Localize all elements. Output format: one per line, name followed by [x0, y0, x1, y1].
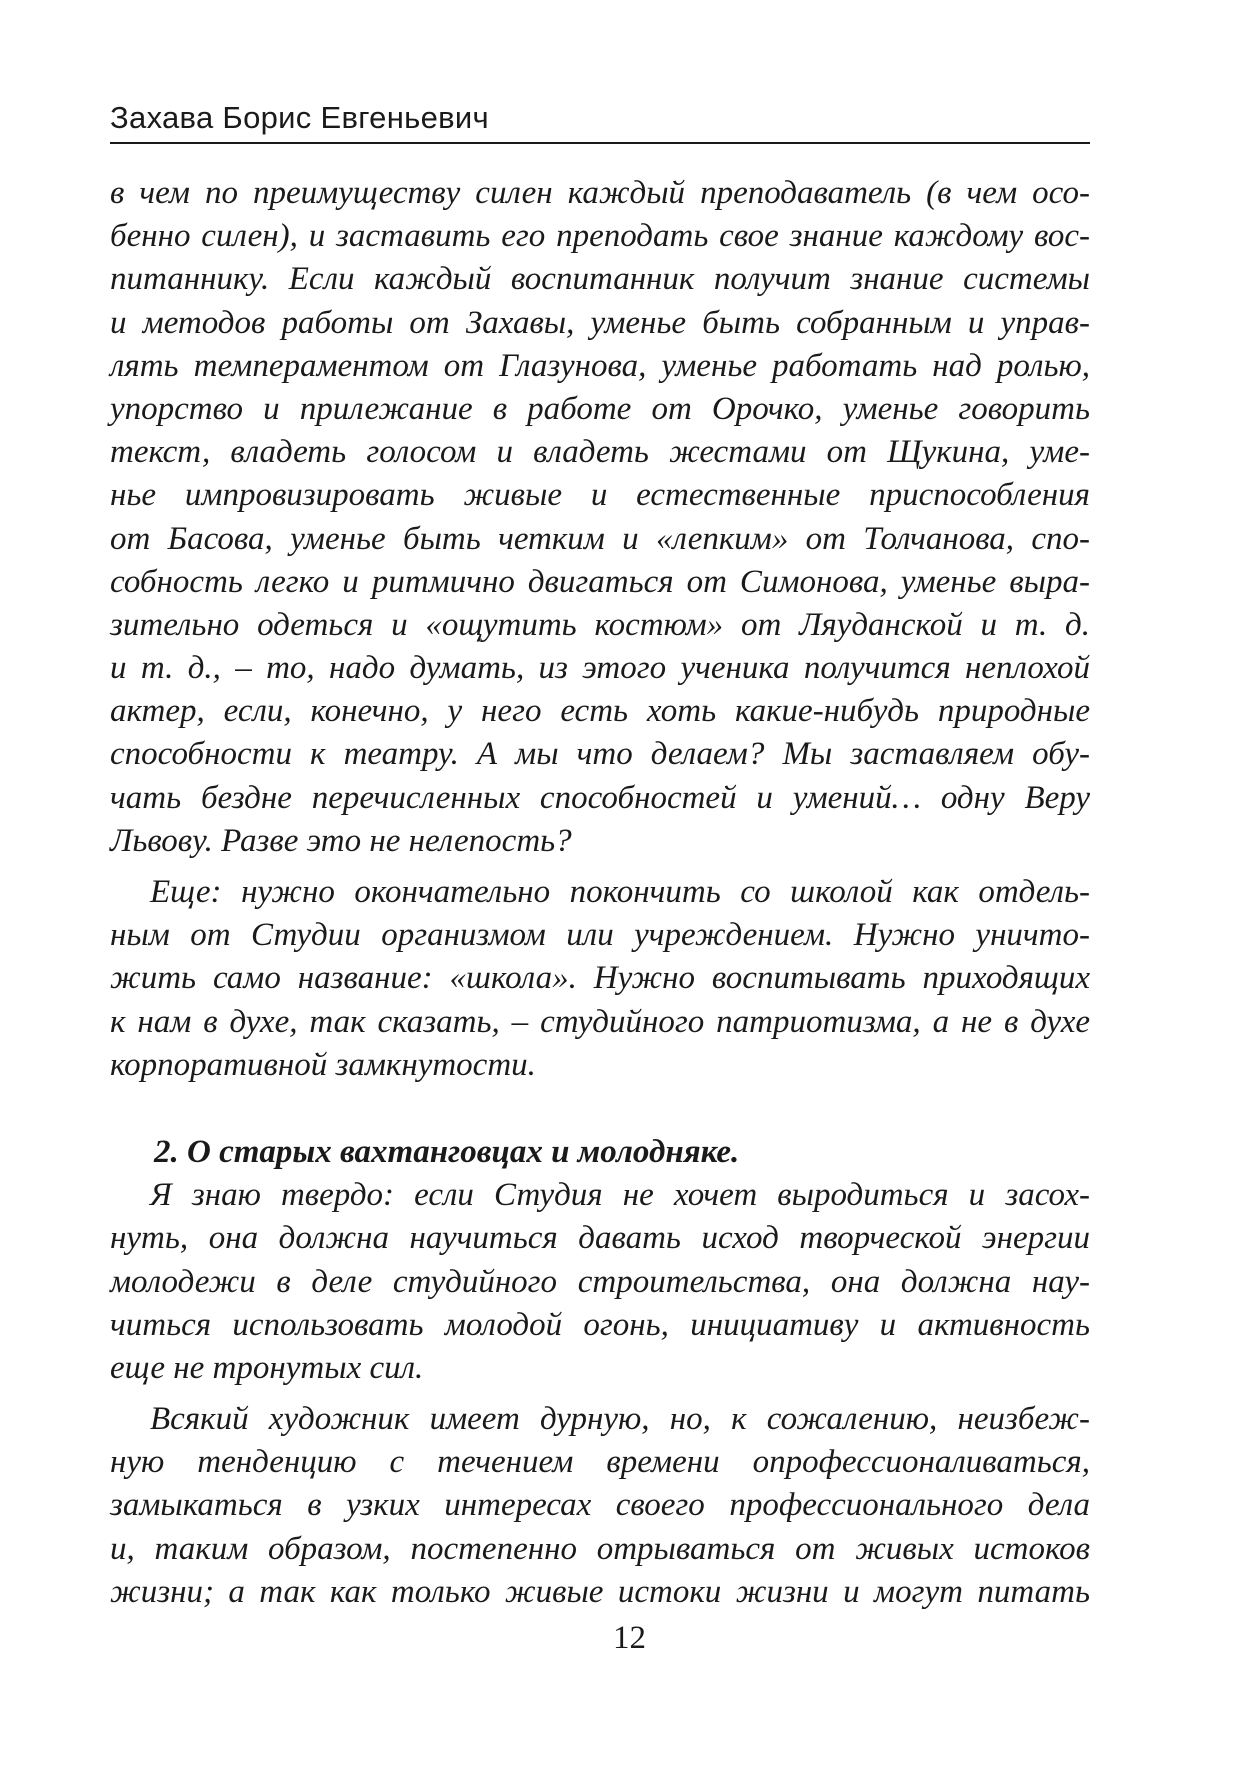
header-rule: [110, 142, 1090, 144]
text-line: текст, владеть голосом и владеть жестами от Щукина, уме-: [110, 434, 1090, 471]
text-line: жизни; а так как только живые истоки жизни и могут питать: [110, 1573, 1090, 1610]
text-line: еще не тронутых сил.: [110, 1349, 424, 1386]
text-line: питаннику. Если каждый воспитанник получит знание системы: [110, 261, 1090, 298]
section-heading: 2. О старых вахтанговцах и молодняке.: [154, 1133, 740, 1170]
text-line: замыкаться в узких интересах своего профессионального дела: [110, 1487, 1090, 1524]
text-line: и, таким образом, постепенно отрываться от живых истоков: [110, 1530, 1090, 1567]
paragraph: [110, 172, 1090, 863]
text-line: и т. д., – то, надо думать, из этого ученика получится неплохой: [110, 650, 1090, 687]
text-line: от Басова, уменье быть четким и «лепким» от Толчанова, спо-: [110, 520, 1090, 557]
text-line: ным от Студии организмом или учреждением. Нужно уничто-: [110, 917, 1090, 954]
text-line: ную тенденцию с течением времени опрофессионаливаться,: [110, 1444, 1090, 1481]
text-line: в чем по преимуществу силен каждый преподаватель (в чем осо-: [110, 175, 1090, 211]
running-head: Захава Борис Евгеньевич: [110, 100, 489, 135]
body-text: [110, 172, 1090, 1614]
text-line: бенно силен), и заставить его преподать свое знание каждому вос-: [110, 218, 1090, 255]
text-line: Я знаю твердо: если Студия не хочет выродиться и засох-: [150, 1177, 1090, 1214]
text-line: упорство и прилежание в работе от Орочко, уменье говорить: [110, 390, 1090, 427]
page-number: 12: [613, 1620, 646, 1656]
paragraph: [110, 1174, 1090, 1390]
text-line: Еще: нужно окончательно покончить со школой как отдель-: [150, 874, 1090, 910]
text-line: читься использовать молодой огонь, инициативу и активность: [110, 1306, 1090, 1343]
text-line: лять темпераментом от Глазунова, уменье работать над ролью,: [110, 347, 1090, 384]
text-line: корпоративной замкнутости.: [110, 1046, 536, 1083]
text-line: Львову. Разве это не нелепость?: [110, 822, 572, 859]
section-gap: [110, 1087, 1090, 1131]
text-line: и методов работы от Захавы, уменье быть собранным и управ-: [110, 304, 1090, 341]
text-line: собность легко и ритмично двигаться от Симонова, уменье выра-: [110, 563, 1090, 600]
paragraph: [110, 1398, 1090, 1614]
text-line: жить само название: «школа». Нужно воспитывать приходящих: [110, 960, 1090, 997]
text-line: Всякий художник имеет дурную, но, к сожалению, неизбеж-: [150, 1401, 1090, 1438]
paragraph-gap: [110, 1390, 1090, 1398]
text-line: зительно одеться и «ощутить костюм» от Ляуданской и т. д.: [110, 606, 1090, 643]
text-line: чать бездне перечисленных способностей и умений… одну Веру: [110, 779, 1090, 816]
text-line: нуть, она должна научиться давать исход творческой энергии: [110, 1220, 1090, 1257]
paragraph-gap: [110, 863, 1090, 871]
text-line: способности к театру. А мы что делаем? Мы заставляем обу-: [110, 736, 1090, 773]
text-line: актер, если, конечно, у него есть хоть какие-нибудь природные: [110, 693, 1090, 730]
text-line: нье импровизировать живые и естественные приспособления: [110, 477, 1090, 514]
text-line: молодежи в деле студийного строительства, она должна нау-: [110, 1263, 1090, 1300]
text-line: к нам в духе, так сказать, – студийного патриотизма, а не в духе: [110, 1003, 1090, 1040]
paragraph: [110, 871, 1090, 1087]
